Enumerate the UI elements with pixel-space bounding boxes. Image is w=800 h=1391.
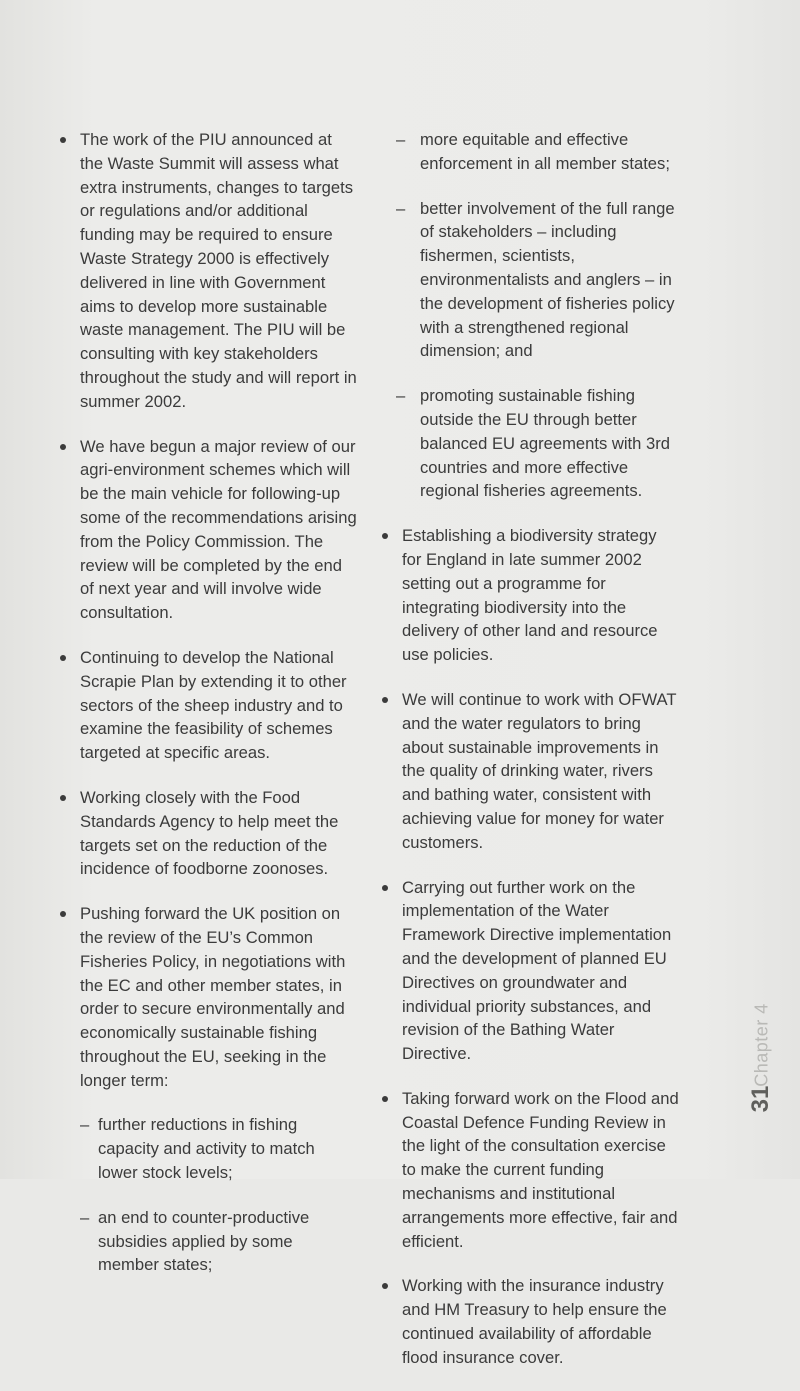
bullet-text: Working closely with the Food Standards Agency to help meet the targets set on the reduction of the incidence of foodborne zoonoses. — [80, 787, 339, 879]
chapter-label — [750, 1005, 774, 1085]
bullet-text: Working with the insurance industry and HM Treasury to help ensure the continued availability of affordable flood insurance cover. — [402, 1276, 667, 1367]
bullet-text: Taking forward work on the Flood and Coastal Defence Funding Review in the light of the consultation exercise to make the current funding mechanisms and institutional arrangements more effective, fair and efficient. — [402, 1088, 679, 1251]
bullet-icon — [382, 1096, 388, 1102]
page-number-text: 31 — [747, 1085, 774, 1113]
left-bullet-list — [58, 128, 358, 1277]
right-sub-list — [380, 128, 680, 503]
bullet-icon — [60, 137, 66, 143]
bullet-text: We will continue to work with OFWAT and the water regulators to bring about sustainable improvements in the quality of drinking water, rivers and bathing water, consistent with achieving value for money for water customers. — [402, 689, 677, 852]
sub-list-item — [380, 128, 680, 176]
dash-marker: – — [80, 1207, 90, 1227]
list-item — [380, 688, 680, 855]
bullet-text: Establishing a biodiversity strategy for England in late summer 2002 setting out a programme for integrating biodiversity into the delivery of other land and resource use policies. — [402, 526, 658, 665]
right-column — [380, 128, 680, 1391]
bullet-icon — [60, 795, 66, 801]
list-item — [58, 646, 358, 765]
right-bullet-list — [380, 524, 680, 1370]
page-number — [746, 1083, 776, 1115]
chapter-label-text: Chapter 4 — [751, 1003, 772, 1087]
bullet-text: The work of the PIU announced at the Waste Summit will assess what extra instruments, changes to targets or regulations and/or additional funding may be required to ensure Waste Strategy 2000 is effectively delivered in line with Government aims to develop more sustainable waste management. The PIU will be consulting with key stakeholders throughout the study and will report in summer 2002. — [80, 130, 357, 411]
list-item — [58, 786, 358, 881]
bullet-icon — [382, 697, 388, 703]
bullet-icon — [382, 885, 388, 891]
bullet-icon — [60, 911, 66, 917]
dash-marker: – — [396, 386, 406, 406]
sub-item-text: better involvement of the full range of stakeholders – including fishermen, scientists, environmentalists and anglers – in the development of fisheries policy with a strengthened regional dimension; and — [420, 198, 675, 361]
bullet-icon — [60, 655, 66, 661]
bullet-icon — [382, 533, 388, 539]
left-column — [58, 128, 358, 1298]
list-item — [58, 128, 358, 414]
bullet-icon — [382, 1283, 388, 1289]
bullet-text: Continuing to develop the National Scrapie Plan by extending it to other sectors of the sheep industry and to examine the feasibility of schemes targeted at specific areas. — [80, 647, 347, 763]
dash-marker: – — [80, 1115, 90, 1135]
fisheries-sub-list — [80, 1113, 358, 1277]
bullet-icon — [60, 444, 66, 450]
bullet-text: We have begun a major review of our agri-environment schemes which will be the main vehicle for following-up some of the recommendations arising from the Policy Commission. The review will be completed by the end of next year and will involve wide consultation. — [80, 436, 357, 623]
list-item — [380, 524, 680, 667]
sub-item-text: further reductions in fishing capacity and activity to match lower stock levels; — [98, 1115, 315, 1183]
sub-list-item — [380, 384, 680, 503]
sub-item-text: an end to counter-productive subsidies applied by some member states; — [98, 1207, 310, 1275]
bullet-text: Pushing forward the UK position on the review of the EU’s Common Fisheries Policy, in negotiations with the EC and other member states, in order to secure environmentally and economically sustainable fishing throughout the EU, seeking in the longer term: — [80, 904, 346, 1090]
dash-marker: – — [396, 198, 406, 218]
list-item — [380, 1087, 680, 1254]
sub-item-text: promoting sustainable fishing outside the EU through better balanced EU agreements with 3rd countries and more effective regional fisheries agreements. — [420, 386, 670, 501]
bullet-text: Carrying out further work on the implementation of the Water Framework Directive implementation and the development of planned EU Directives on groundwater and individual priority substances, and revision of the Bathing Water Directive. — [402, 877, 672, 1064]
list-item — [58, 902, 358, 1277]
sub-list-item — [380, 197, 680, 364]
list-item — [380, 1274, 680, 1369]
sub-item-text: more equitable and effective enforcement in all member states; — [420, 130, 670, 173]
sub-list-item — [80, 1113, 358, 1184]
dash-marker: – — [396, 130, 406, 149]
sub-list-item — [80, 1206, 358, 1277]
list-item — [380, 876, 680, 1066]
list-item — [58, 435, 358, 625]
